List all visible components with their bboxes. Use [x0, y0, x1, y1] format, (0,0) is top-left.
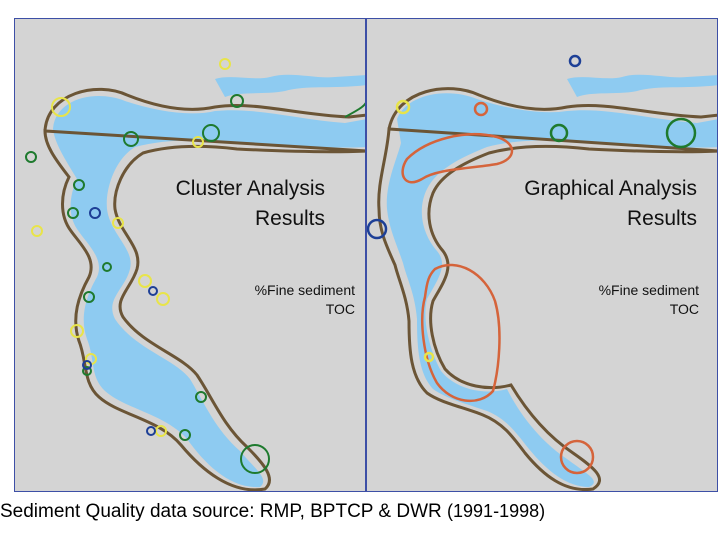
panel-title	[447, 174, 697, 234]
cluster-marker-yellow	[220, 59, 230, 69]
panel-title-line2: Results	[254, 207, 325, 230]
variable-toc: TOC	[325, 301, 355, 317]
variable-fine-sediment: %Fine sediment	[598, 282, 699, 298]
panel-title-line2: Results	[626, 207, 697, 230]
cluster-marker-green	[26, 152, 36, 162]
panel-title	[75, 174, 325, 234]
map-panel-graphical	[366, 18, 718, 492]
delta-water	[215, 75, 366, 97]
cluster-marker-yellow	[32, 226, 42, 236]
cluster-marker-yellow	[157, 293, 169, 305]
caption-years: (1991-1998)	[447, 501, 546, 521]
panel-variables	[195, 281, 355, 319]
bay-map-cluster	[15, 19, 366, 492]
cluster-marker-blue	[149, 287, 157, 295]
variable-fine-sediment: %Fine sediment	[254, 282, 355, 298]
cluster-marker-blue	[147, 427, 155, 435]
caption-text: Sediment Quality data source: RMP, BPTCP & DWR	[0, 501, 442, 522]
variable-toc: TOC	[669, 301, 699, 317]
panel-title-line1: Graphical Analysis	[524, 177, 697, 200]
map-panel-cluster	[14, 18, 366, 492]
data-source-caption	[0, 497, 720, 526]
panel-variables	[539, 281, 699, 319]
cluster-marker-yellow	[139, 275, 151, 287]
panel-title-line1: Cluster Analysis	[175, 177, 325, 200]
region-outline-blue	[368, 220, 386, 238]
bay-map-graphical	[367, 19, 718, 492]
delta-water	[567, 75, 718, 97]
region-outline-blue	[570, 56, 580, 66]
